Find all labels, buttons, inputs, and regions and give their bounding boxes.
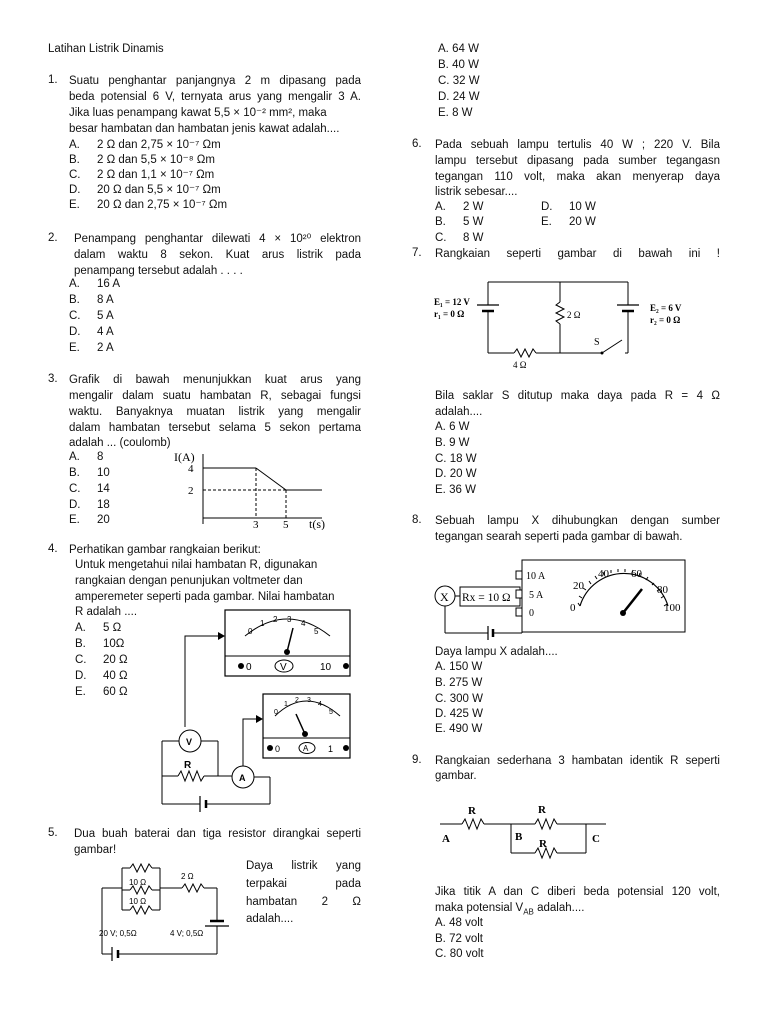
vmeter-tick: 1 [260,619,265,628]
question-text: beda potensial 6 V, ternyata arus yang mengalir 3 A. [69,91,361,103]
option-c [435,452,477,468]
v-label: V [186,737,193,747]
graph-xlabel: t(s) [309,517,325,530]
ameter-tick: 1 [284,701,288,708]
vmeter-tick: 2 [273,615,278,624]
r-label: R [184,760,192,771]
resistor-r [178,771,204,781]
option-b [75,637,124,653]
option-key: C. [69,310,81,322]
option-key: E. [435,484,446,496]
graph-tick-4: 4 [188,463,194,475]
option-text: 72 volt [449,933,483,945]
option-e [435,722,482,738]
r2-label: r₂ = 0 Ω [650,315,681,325]
question-number: 8. [412,514,422,526]
option-d [69,183,221,199]
question-text: amperemeter seperti pada gambar. Nilai hambatan [75,591,335,603]
option-key: E. [69,514,80,526]
question-text: hambatan 2 Ω [246,896,361,908]
option-key: B. [75,638,86,650]
meter-needle [623,589,642,613]
option-key: B. [69,154,80,166]
option-text: 64 W [452,43,479,55]
subscript-ab: AB [523,907,534,917]
option-e [541,215,596,231]
option-text: 8 W [452,107,473,119]
question-number: 2. [48,232,58,244]
question-text: Rangkaian seperti gambar di bawah ini ! [435,248,720,260]
r3-label: 2 Ω [181,872,194,881]
option-text: 8 [97,451,104,463]
option-key: C. [435,948,447,960]
option-text: 5 W [463,216,484,228]
option-key: B. [438,59,449,71]
option-c [438,74,480,90]
graph-tick-3: 3 [253,519,259,530]
option-b [69,293,114,309]
question-text: penampang tersebut adalah . . . . [74,265,243,277]
option-key: C. [435,693,447,705]
option-key: D. [435,468,447,480]
b2-label: 4 V; 0,5Ω [170,929,204,938]
rbot-label: 4 Ω [513,360,527,370]
two-battery-circuit [432,270,692,370]
option-text: 40 W [452,59,479,71]
question-text: adalah.... [435,406,483,418]
option-key: C. [75,654,87,666]
question-text: terpakai pada [246,878,361,890]
option-key: B. [435,437,446,449]
option-c [69,168,214,184]
option-text: 10Ω [103,638,125,650]
page-title: Latihan Listrik Dinamis [48,43,164,55]
term-0: 0 [529,608,534,619]
option-text: 48 volt [449,917,483,929]
option-key: A. [69,139,80,151]
option-text: 20 W [569,216,596,228]
option-text: 2 W [463,201,484,213]
scale-100: 100 [664,602,681,614]
option-text: 20 Ω dan 5,5 × 10⁻⁷ Ωm [97,184,221,196]
voltmeter-ammeter-circuit [150,606,360,816]
option-key: E. [541,216,552,228]
question-text: besar hambatan dan hambatan jenis kawat adalah.... [69,123,340,135]
option-text: 20 Ω dan 2,75 × 10⁻⁷ Ωm [97,199,228,211]
option-text: 36 W [449,484,476,496]
option-text: 2 Ω dan 1,1 × 10⁻⁷ Ωm [97,169,215,181]
question-number: 7. [412,247,422,259]
option-key: A. [435,201,446,213]
scale-20: 20 [573,580,584,592]
a-label: A [442,833,450,845]
question-text: Bila saklar S ditutup maka daya pada R = 4 Ω [435,390,720,402]
battery-resistor-circuit [92,858,242,973]
question-text: gambar. [435,770,477,782]
option-e [75,685,128,701]
option-text: 32 W [452,75,480,87]
lamp-meter-circuit [430,556,690,648]
option-key: A. [69,451,80,463]
question-text: Pada sebuah lampu tertulis 40 W ; 220 V. Bila [435,139,720,151]
question-text: adalah ... (coulomb) [69,437,171,449]
option-text: 60 Ω [103,686,128,698]
option-text: 300 W [449,693,483,705]
option-d [435,707,483,723]
question-text: Daya lampu X adalah.... [435,646,558,658]
option-e [69,513,110,529]
question-text: Jika titik A dan C diberi beda potensial 120 volt, [435,886,720,898]
option-a [75,621,121,637]
option-text: 8 A [97,294,114,306]
question-text: Sebuah lampu X dihubungkan dengan sumber [435,515,720,527]
current-time-graph [170,448,335,530]
question-text: gambar! [74,844,117,856]
option-b [69,466,110,482]
graph-ylabel: I(A) [174,450,195,464]
option-key: A. [435,917,446,929]
question-number: 5. [48,827,58,839]
option-text: 2 A [97,342,114,354]
option-e [435,483,476,499]
option-b [69,153,215,169]
question-text: dalam waktu 8 sekon. Kuat arus listrik pada [74,249,361,261]
option-text: 18 W [449,453,477,465]
option-key: E. [435,723,446,735]
option-key: D. [69,499,81,511]
question-number: 9. [412,754,422,766]
option-key: E. [69,199,80,211]
term-5a: 5 A [529,590,544,601]
question-text: dalam hambatan tersebut selama 5 sekon pertama [69,422,361,434]
option-d [69,325,114,341]
option-c [69,482,110,498]
option-b [435,676,482,692]
option-text: 20 W [449,468,477,480]
option-text: 24 W [452,91,480,103]
question-text: rangkaian dengan penunjukan voltmeter dan [75,575,303,587]
vmeter-tick: 3 [287,615,292,624]
question-text: tegangan searah seperti pada gambar di bawah. [435,531,683,543]
question-text: adalah.... [246,913,294,925]
option-text: 150 W [449,661,483,673]
arrow-to-voltmeter [185,636,222,727]
option-text: 6 W [449,421,470,433]
option-key: C. [69,169,81,181]
option-b [435,215,483,231]
option-text: 2 Ω dan 2,75 × 10⁻⁷ Ωm [97,139,221,151]
question-text: lampu tersebut dipasang pada sumber tegangasn [435,155,720,167]
option-key: A. [69,278,80,290]
question-text: Daya listrik yang [246,860,361,872]
graph-tick-5: 5 [283,519,289,530]
option-b [438,58,479,74]
b1-label: 20 V; 0,5Ω [99,929,137,938]
scale-60: 60 [631,568,642,580]
option-text: 490 W [449,723,483,735]
question-text-part: maka potensial V [435,902,524,914]
option-a [69,138,221,154]
option-key: E. [69,342,80,354]
question-text: listrik sebesar.... [435,186,518,198]
switch-s[interactable] [602,340,622,353]
question-text: tegangan 110 volt, maka akan menyerap daya [435,171,720,183]
question-text: waktu. Banyaknya muatan listrik yang mengalir [69,406,361,418]
meter-scale-arc [580,573,668,606]
question-text: R adalah .... [75,606,138,618]
question-text: Dua buah baterai dan tiga resistor dirangkai seperti [74,828,361,840]
option-text: 5 Ω [103,622,122,634]
option-key: A. [435,421,446,433]
r1-label: R [468,805,476,817]
option-key: D. [541,201,553,213]
option-b [435,436,470,452]
b-label: B [515,831,523,843]
option-key: D. [69,326,81,338]
question-text: mengalir dalam suatu hambatan R, sebagai fungsi [69,390,361,402]
question-text: Grafik di bawah menunjukkan kuat arus yang [69,374,361,386]
option-text: 9 W [449,437,470,449]
c-label: C [592,833,600,845]
option-key: B. [69,467,80,479]
r2-label: 10 Ω [129,897,147,906]
option-a [435,200,483,216]
option-a [69,277,120,293]
question-number: 3. [48,373,58,385]
option-key: D. [75,670,87,682]
option-a [435,916,483,932]
option-text: 16 A [97,278,121,290]
e2-label: E₂ = 6 V [650,303,682,313]
r2-label: R [538,804,546,816]
option-text: 10 [97,467,110,479]
option-c [435,692,483,708]
option-a [69,450,103,466]
ameter-tick: 2 [295,697,299,704]
ameter-tick: 3 [307,697,311,704]
option-d [438,90,480,106]
option-key: C. [435,453,447,465]
option-text: 275 W [449,677,483,689]
vmeter-tick: 0 [248,627,253,636]
option-key: D. [438,91,450,103]
question-text: Perhatikan gambar rangkaian berikut: [69,544,261,556]
e1-label: E₁ = 12 V [434,297,470,307]
s-label: S [594,337,600,348]
option-text: 5 A [97,310,114,322]
option-key: D. [69,184,81,196]
option-key: D. [435,708,447,720]
question-text: Penampang penghantar dilewati 4 × 10²⁰ elektron [74,233,361,245]
question-text-part: adalah.... [533,902,585,914]
scale-40: 40 [598,568,609,580]
option-text: 425 W [449,708,483,720]
ameter-sym: A [303,744,309,753]
option-key: C. [69,483,81,495]
vmeter-tick: 4 [301,619,306,628]
graph-tick-2: 2 [188,485,194,497]
option-key: C. [435,232,447,244]
ameter-right: 1 [328,744,334,754]
scale-0: 0 [570,602,576,614]
option-key: B. [435,933,446,945]
question-text: Untuk mengetahui nilai hambatan R, digunakan [75,559,318,571]
option-text: 80 volt [449,948,484,960]
option-text: 4 A [97,326,114,338]
a-label: A [239,773,246,783]
option-d [75,669,128,685]
ameter-tick: 0 [274,709,278,716]
ameter-tick: 5 [329,709,333,716]
vmeter-tick: 5 [314,627,319,636]
option-b [435,932,483,948]
option-text: 14 [97,483,110,495]
option-a [435,420,470,436]
option-key: B. [69,294,80,306]
option-d [541,200,596,216]
option-text: 10 W [569,201,596,213]
x-label: X [440,590,449,604]
question-number: 1. [48,74,58,86]
three-resistor-circuit [438,796,628,876]
option-text: 20 [97,514,110,526]
ameter-tick: 4 [318,701,322,708]
question-number: 4. [48,543,58,555]
option-d [69,498,110,514]
option-c [435,231,483,247]
option-e [438,106,473,122]
option-text: 2 Ω dan 5,5 × 10⁻⁸ Ωm [97,154,215,166]
r1-label: r₁ = 0 Ω [434,309,465,319]
option-c [69,309,114,325]
r1-label: 10 Ω [129,878,147,887]
rx-label: Rx = 10 Ω [462,592,511,604]
option-a [435,660,482,676]
option-key: E. [438,107,449,119]
vmeter-right: 10 [320,662,332,673]
option-key: C. [438,75,450,87]
option-text: 18 [97,499,110,511]
rmid-label: 2 Ω [567,310,581,320]
term-10a: 10 A [526,571,546,582]
option-text: 8 W [463,232,484,244]
scale-80: 80 [657,584,668,596]
option-key: A. [75,622,86,634]
vmeter-sym: V [280,662,287,673]
r3-label: R [539,838,547,850]
arrow-to-ammeter [243,719,260,768]
question-text: Jika luas penampang kawat 5,5 × 10⁻² mm², maka [69,107,327,119]
option-key: A. [435,661,446,673]
option-e [69,198,227,214]
question-text: Suatu penghantar panjangnya 2 m dipasang pada [69,75,361,87]
option-key: B. [435,677,446,689]
option-d [435,467,477,483]
question-text: Rangkaian sederhana 3 hambatan identik R seperti [435,755,720,767]
vmeter-left: 0 [246,662,252,673]
option-c [75,653,128,669]
option-key: E. [75,686,86,698]
option-key: B. [435,216,446,228]
question-number: 6. [412,138,422,150]
option-text: 40 Ω [103,670,128,682]
option-a [438,42,479,58]
option-c [435,947,484,963]
option-e [69,341,114,357]
option-key: A. [438,43,449,55]
option-text: 20 Ω [103,654,128,666]
ameter-left: 0 [275,744,281,754]
